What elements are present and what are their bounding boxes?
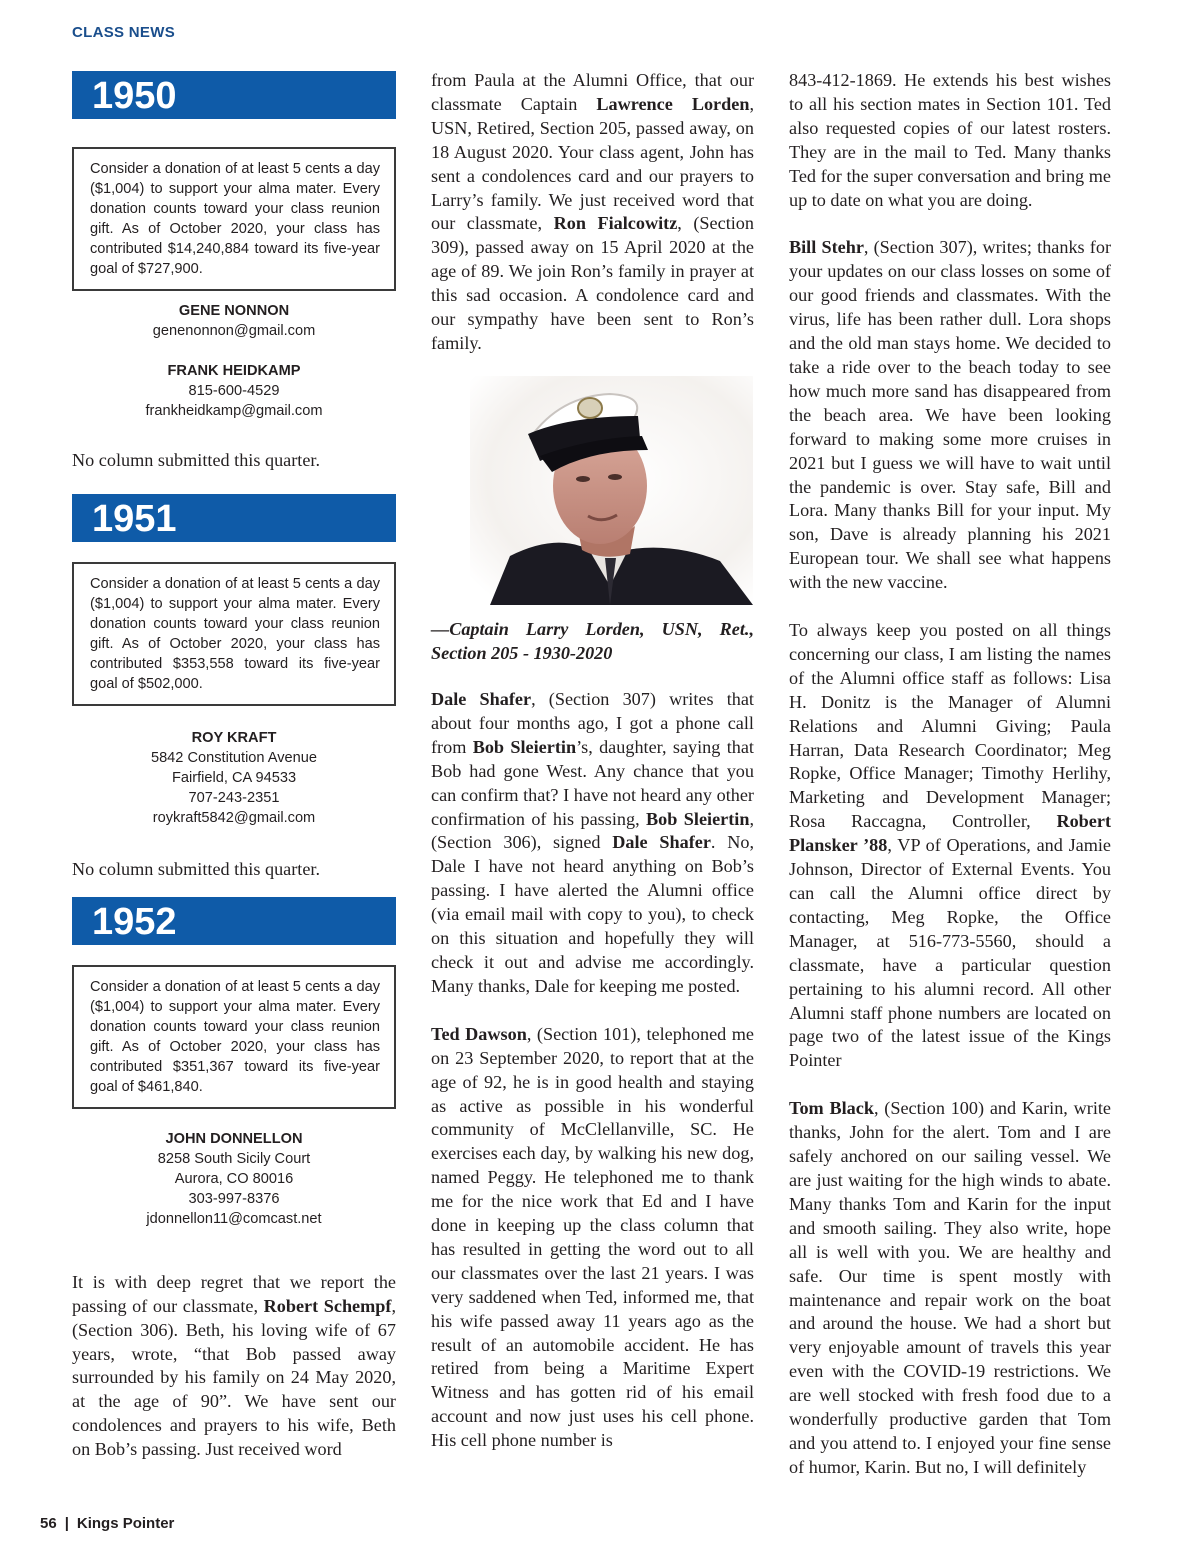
column-3-text [789, 69, 1111, 1480]
contact-name: JOHN DONNELLON [165, 1130, 303, 1147]
photo-caption: —Captain Larry Lorden, USN, Ret., Section 205 - 1930-2020 [431, 619, 754, 663]
contact-email: frankheidkamp@gmail.com [145, 403, 323, 419]
contact-name: FRANK HEIDKAMP [167, 363, 301, 379]
article-paragraph-1-continued: from Paula at the Alumni Office, that our classmate Captain Lawrence Lorden, USN, Retired, Section 205, passed away, on 18 August 2020. Your class agent, John has sent a condolences card and our prayers to Larry’s family. We just received word that our classmate, Ron Fialcowitz, (Section 309), passed away on 15 April 2020 at the age of 89. We join Ron’s family in prayer at this sad occasion. A condolence card and our sympathy have been sent to Ron’s family. [431, 70, 754, 353]
article-paragraph-6: Tom Black, (Section 100) and Karin, write thanks, John for the alert. Tom and I are safely anchored on our sailing vessel. We are just waiting for the high winds to abate. Many thanks Tom and Karin for the input and smooth sailing. They also write, hope all is well with you. We are healthy and safe. Our time is spent mostly with maintenance and repair work on the boat and around the house. We had a short but very enjoyable amount of travels this year even with the COVID-19 restrictions. We are well stocked with fresh food due to a wonderfully productive garden that Tom and you attend to. I enjoyed your fine sense of humor, Karin. But no, I will definitely [789, 1098, 1111, 1477]
contact-block-1950 [72, 301, 396, 421]
contact-city: Fairfield, CA 94533 [171, 769, 297, 786]
column-1 [72, 66, 396, 1462]
article-paragraph-3: Ted Dawson, (Section 101), telephoned me on 23 September 2020, to report that at the age of 92, he is in good health and staying as active as possible in his wonderful community of McClellanville, SC. He exercises each day, by walking his new dog, named Peggy. He telephoned me to thank me for the nice work that Ed and I have done in keeping up the class column that has resulted in getting the word out to all our classmates over the last 21 years. I was very saddened when Ted, informed me, that his wife passed away 11 years ago as the result of an automobile accident. He has retired from being a Maritime Expert Witness and has gotten rid of his email account and now just uses his cell phone. His cell phone number is [431, 1023, 754, 1451]
article-paragraph-5: To always keep you posted on all things concerning our class, I am listing the names of the Alumni office staff as follows: Lisa H. Donitz is the Manager of Alumni Relations and Alumni Giving; Paula Harran, Data Research Coordinator; Meg Ropke, Office Manager; Timothy Herlihy, Marketing and Development Manager; Rosa Raccagna, Controller, Robert Plansker ’88, VP of Operations, and Jamie Johnson, Director of External Events. You can call the Alumni office direct by contacting, Meg Ropke, the Office Manager, at 516-773-5560, should a classmate, have a particular question pertaining to his alumni record. All other Alumni staff phone numbers are located on page two of the latest issue of the Kings Pointer [789, 620, 1111, 1071]
year-heading-1950: 1950 [72, 71, 396, 119]
article-paragraph-1: It is with deep regret that we report the passing of our classmate, Robert Schempf, (Section 306). Beth, his loving wife of 67 years, wrote, “that Bob passed away surrounded by his family on 24 May 2020, at the age of 90”. We have sent our condolences and prayers to his wife, Beth on Bob’s passing. Just received word [72, 1271, 396, 1460]
no-column-note-1950: No column submitted this quarter. [72, 450, 321, 470]
article-paragraph-2: Dale Shafer, (Section 307) writes that about four months ago, I got a phone call from Bob Sleiertin’s, daughter, saying that Bob had gone West. Any chance that you can confirm that? I have not heard any other confirmation of his passing, Bob Sleiertin, (Section 306), signed Dale Shafer. No, Dale I have not heard anything on Bob’s passing. I have alerted the Alumni office (via email mail with copy to you), to check on this situation and hopefully they will check it out and advise me accordingly. Many thanks, Dale for keeping me posted. [431, 689, 754, 996]
column-2-lower [431, 688, 754, 1453]
publication-name: Kings Pointer [76, 1515, 175, 1532]
footer-separator: | [64, 1515, 69, 1532]
contact-address: 5842 Constitution Avenue [150, 749, 318, 766]
no-column-note-1951: No column submitted this quarter. [72, 858, 321, 879]
contact-email: jdonnellon11@comcast.net [146, 1210, 322, 1227]
contact-email: roykraft5842@gmail.com [152, 809, 316, 826]
contact-block-1951 [72, 728, 396, 828]
portrait-photo [470, 376, 753, 605]
donation-box-1952: Consider a donation of at least 5 cents a day ($1,004) to support your alma mater. Every donation counts toward your class reunion gift. As of October 2020, your class has contributed $351,367 toward its five-year goal of $461,840. [72, 965, 396, 1109]
contact-block-1952 [72, 1129, 396, 1229]
contact-phone: 303-997-8376 [188, 1190, 280, 1207]
contact-name: GENE NONNON [178, 303, 290, 319]
contact-phone: 815-600-4529 [188, 383, 280, 399]
contact-address: 8258 South Sicily Court [157, 1150, 311, 1167]
contact-city: Aurora, CO 80016 [174, 1170, 294, 1187]
column-2-text [431, 69, 754, 356]
section-label: CLASS NEWS [72, 24, 176, 41]
donation-box-1950: Consider a donation of at least 5 cents a day ($1,004) to support your alma mater. Every donation counts toward your class reunion gift. As of October 2020, your class has contributed $14,240,884 toward its five-year goal of $727,900. [72, 147, 396, 291]
contact-email: genenonnon@gmail.com [152, 323, 316, 339]
year-heading-1952: 1952 [72, 897, 396, 945]
article-paragraph-3-continued: 843-412-1869. He extends his best wishes to all his section mates in Section 101. Ted also requested copies of our latest rosters. They are in the mail to Ted. Many thanks Ted for the super conversation and bring me up to date on what you are doing. [789, 70, 1111, 210]
page-footer [40, 1515, 174, 1532]
year-heading-1951: 1951 [72, 494, 396, 542]
donation-box-1951: Consider a donation of at least 5 cents a day ($1,004) to support your alma mater. Every donation counts toward your class reunion gift. As of October 2020, your class has contributed $353,558 toward its five-year goal of $502,000. [72, 562, 396, 706]
article-paragraph-4: Bill Stehr, (Section 307), writes; thanks for your updates on our class losses on some of our good friends and classmates. With the virus, life has been rather dull. Lora shops and the old man stays home. We decided to take a ride over to the beach today to see how much more sand has disappeared from the beach area. We have been looking forward to making some more cruises in 2021 but I guess we will have to wait until the pandemic is over. Stay safe, Bill and Lora. Many thanks Bill for your input. My son, Dave is already planning his 2021 European tour. We shall see what happens with the new vaccine. [789, 237, 1111, 593]
contact-name: ROY KRAFT [191, 729, 277, 746]
page-number: 56 [40, 1515, 57, 1532]
contact-phone: 707-243-2351 [188, 789, 280, 806]
